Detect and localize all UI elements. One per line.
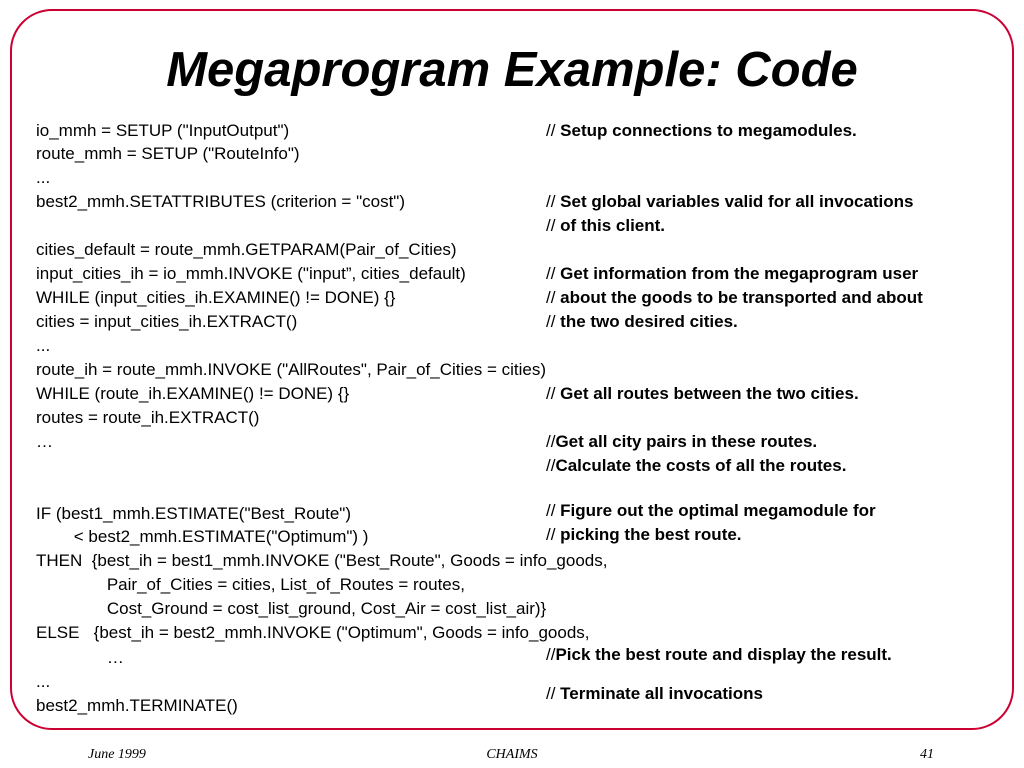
comment-prefix: // bbox=[546, 645, 556, 664]
comment-line bbox=[546, 523, 742, 546]
comment-prefix: // bbox=[546, 192, 561, 211]
comment-line bbox=[546, 286, 923, 309]
comment-prefix: // bbox=[546, 501, 561, 520]
comment-text: Figure out the optimal megamodule for bbox=[560, 501, 876, 520]
footer-presentation: CHAIMS bbox=[486, 747, 538, 762]
comment-prefix: // bbox=[546, 121, 561, 140]
code-line: input_cities_ih = io_mmh.INVOKE ("input”, cities_default) bbox=[36, 264, 466, 283]
comment-line bbox=[546, 499, 876, 522]
comment-line bbox=[546, 682, 763, 705]
code-line: route_mmh = SETUP ("RouteInfo") bbox=[36, 144, 300, 163]
comment-text: Set global variables valid for all invocations bbox=[560, 192, 914, 211]
comment-text: the two desired cities. bbox=[560, 312, 738, 331]
comment-text: picking the best route. bbox=[560, 525, 742, 544]
code-line: io_mmh = SETUP ("InputOutput") bbox=[36, 121, 290, 140]
code-line: cities = input_cities_ih.EXTRACT() bbox=[36, 312, 298, 331]
comment-line bbox=[546, 382, 859, 405]
footer-page-number: 41 bbox=[920, 747, 934, 762]
comment-prefix: // bbox=[546, 432, 556, 451]
comment-prefix: // bbox=[546, 384, 561, 403]
comment-prefix: // bbox=[546, 684, 561, 703]
comment-text: Get all city pairs in these routes. bbox=[555, 432, 818, 451]
comment-line bbox=[546, 643, 892, 666]
comment-text: of this client. bbox=[560, 216, 666, 235]
code-line: WHILE (input_cities_ih.EXAMINE() != DONE) {} bbox=[36, 288, 396, 307]
comment-prefix: // bbox=[546, 216, 561, 235]
comment-text: Get information from the megaprogram user bbox=[560, 264, 919, 283]
code-line: best2_mmh.TERMINATE() bbox=[36, 696, 238, 715]
comment-line bbox=[546, 262, 918, 285]
code-line: … bbox=[36, 648, 124, 667]
comment-line bbox=[546, 214, 665, 237]
code-line: … bbox=[36, 432, 53, 451]
code-line: ... bbox=[36, 336, 51, 355]
code-line: cities_default = route_mmh.GETPARAM(Pair_of_Cities) bbox=[36, 240, 457, 259]
code-line: ... bbox=[36, 168, 51, 187]
code-line: THEN {best_ih = best1_mmh.INVOKE ("Best_Route", Goods = info_goods, bbox=[36, 551, 608, 570]
comment-text: about the goods to be transported and about bbox=[560, 288, 923, 307]
code-line: ... bbox=[36, 672, 51, 691]
comment-line bbox=[546, 454, 846, 477]
comment-prefix: // bbox=[546, 288, 561, 307]
comment-text: Calculate the costs of all the routes. bbox=[555, 456, 847, 475]
comment-line bbox=[546, 310, 738, 333]
slide-title: Megaprogram Example: Code bbox=[166, 43, 858, 97]
comment-text: Setup connections to megamodules. bbox=[560, 121, 857, 140]
comment-text: Get all routes between the two cities. bbox=[560, 384, 859, 403]
code-line: < best2_mmh.ESTIMATE("Optimum") ) bbox=[36, 527, 369, 546]
comment-prefix: // bbox=[546, 456, 556, 475]
comment-text: Pick the best route and display the result. bbox=[555, 645, 892, 664]
comment-line bbox=[546, 430, 817, 453]
code-line: ELSE {best_ih = best2_mmh.INVOKE ("Optimum", Goods = info_goods, bbox=[36, 623, 590, 642]
comment-prefix: // bbox=[546, 312, 561, 331]
code-line: WHILE (route_ih.EXAMINE() != DONE) {} bbox=[36, 384, 350, 403]
comment-prefix: // bbox=[546, 264, 561, 283]
code-line: routes = route_ih.EXTRACT() bbox=[36, 408, 260, 427]
code-line: Cost_Ground = cost_list_ground, Cost_Air = cost_list_air)} bbox=[36, 599, 547, 618]
comment-line bbox=[546, 119, 857, 142]
code-line: route_ih = route_mmh.INVOKE ("AllRoutes", Pair_of_Cities = cities) bbox=[36, 360, 546, 379]
comment-prefix: // bbox=[546, 525, 561, 544]
comment-text: Terminate all invocations bbox=[560, 684, 763, 703]
code-line: Pair_of_Cities = cities, List_of_Routes = routes, bbox=[36, 575, 465, 594]
comment-line bbox=[546, 190, 914, 213]
code-line: best2_mmh.SETATTRIBUTES (criterion = "cost") bbox=[36, 192, 405, 211]
code-line: IF (best1_mmh.ESTIMATE("Best_Route") bbox=[36, 504, 352, 523]
footer-date: June 1999 bbox=[88, 747, 146, 762]
